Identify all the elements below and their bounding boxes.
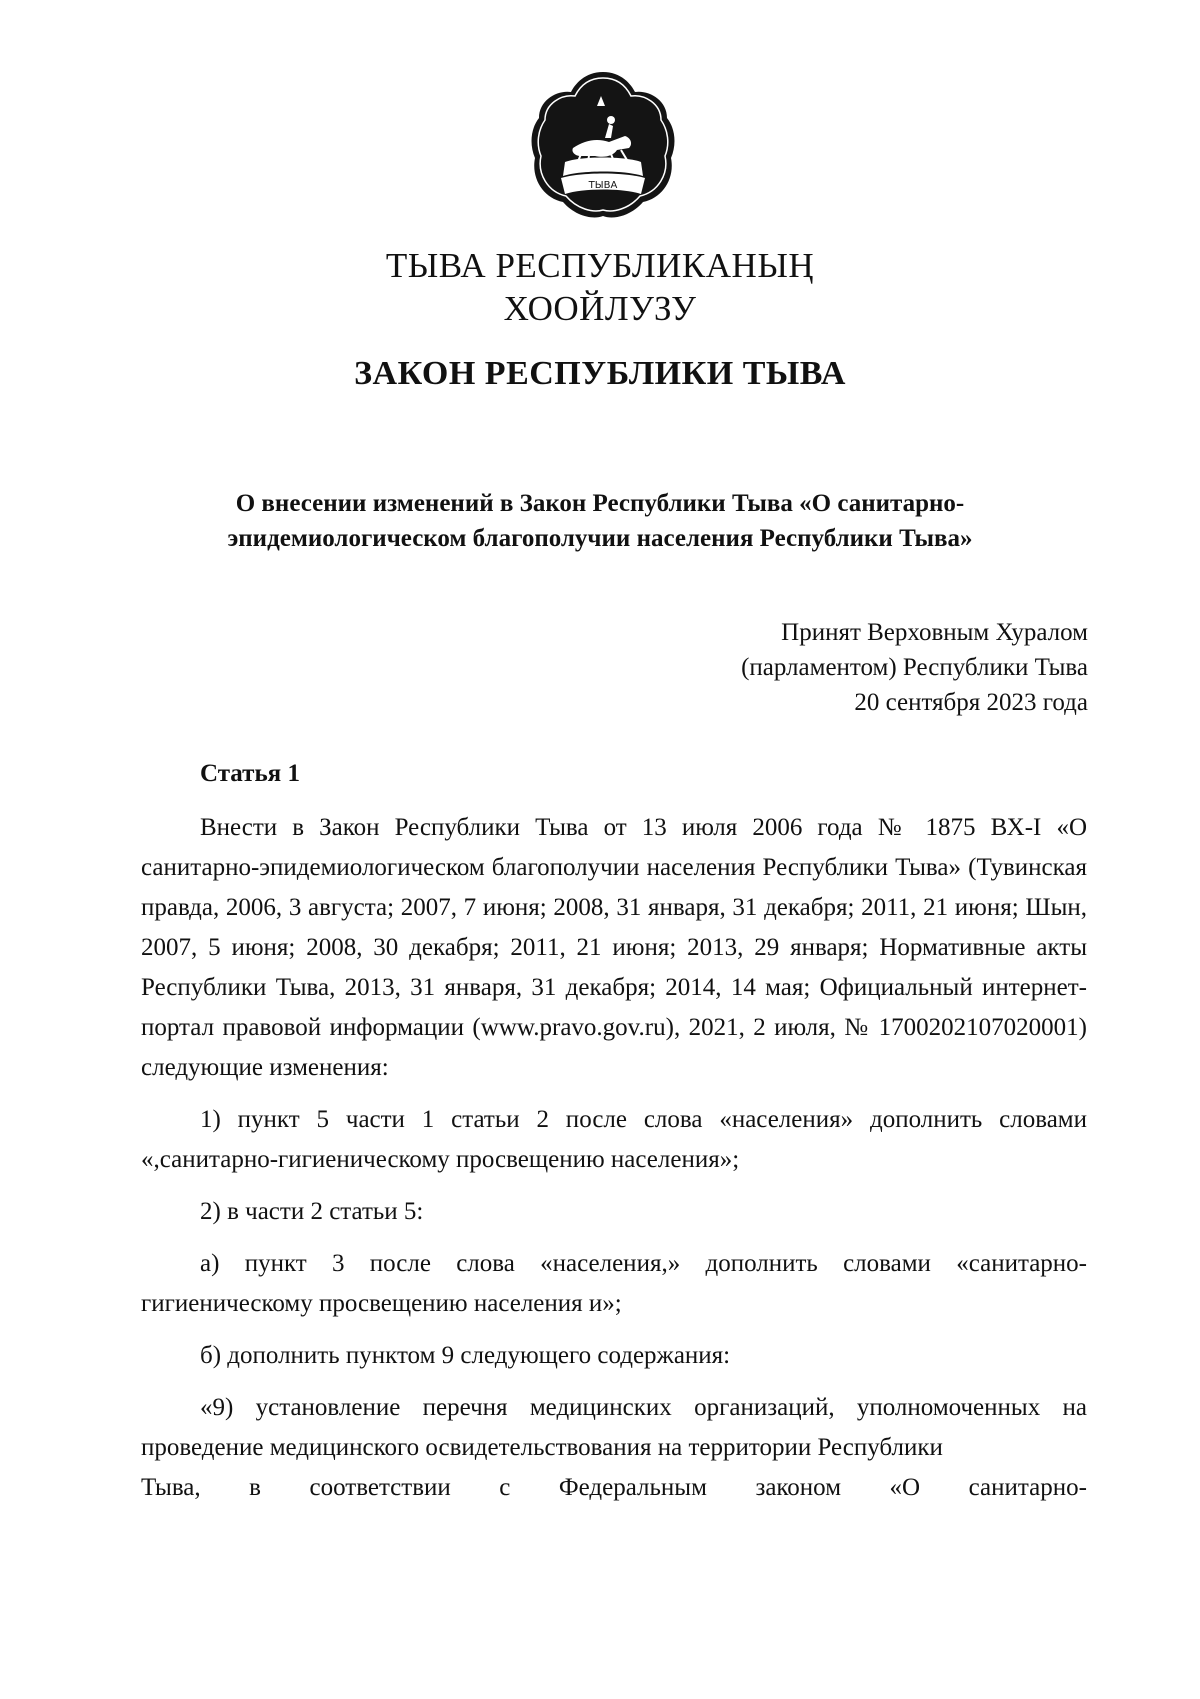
article-paragraph: 2) в части 2 статьи 5:	[200, 1198, 424, 1225]
last-line-word: санитарно-	[968, 1474, 1087, 1501]
last-line-word: с	[499, 1474, 511, 1501]
last-line-word: Тыва,	[141, 1474, 201, 1501]
article-paragraph: а) пункт 3 после слова «населения,» дополнить словами «санитарно-гигиеническому просвещению населения и»;	[141, 1250, 1087, 1317]
article-body	[141, 808, 1087, 1508]
last-line-word: законом	[755, 1474, 842, 1501]
title-tuvan-line1: ТЫВА РЕСПУБЛИКАНЫҢ	[385, 246, 815, 285]
adoption-date: 20 сентября 2023 года	[854, 689, 1088, 716]
adoption-line1: Принят Верховным Хуралом	[781, 619, 1088, 646]
last-line-word: в	[249, 1474, 261, 1501]
law-subject-line2: эпидемиологическом благополучии населения Республики Тыва»	[227, 525, 973, 552]
adoption-line2: (парламентом) Республики Тыва	[741, 654, 1088, 681]
last-line-word: соответствии	[309, 1474, 451, 1501]
article-paragraph: Внести в Закон Республики Тыва от 13 июля 2006 года № 1875 ВХ-I «О санитарно-эпидемиологическом благополучии населения Республики Тыва» (Тувинская правда, 2006, 3 августа; 2007, 7 июня; 2008, 31 января, 31 декабря; 2011, 21 июня; Шын, 2007, 5 июня; 2008, 30 декабря; 2011, 21 июня; 2013, 29 января; Нормативные акты Республики Тыва, 2013, 31 января, 31 декабря; 2014, 14 мая; Официальный интернет-портал правовой информации (www.pravo.gov.ru), 2021, 2 июля, № 1700202107020001) следующие изменения:	[141, 814, 1087, 1081]
article-paragraph: «9) установление перечня медицинских организаций, уполномоченных на проведение медицинского освидетельствования на территории Республики	[141, 1394, 1087, 1461]
title-russian: ЗАКОН РЕСПУБЛИКИ ТЫВА	[354, 355, 846, 392]
last-line-word: Федеральным	[558, 1474, 707, 1501]
last-line-word: «О	[889, 1474, 921, 1501]
article-paragraph: 1) пункт 5 части 1 статьи 2 после слова «населения» дополнить словами «,санитарно-гигиеническому просвещению населения»;	[141, 1106, 1087, 1173]
law-subject	[0, 486, 1200, 556]
article-paragraph: б) дополнить пунктом 9 следующего содержания:	[200, 1342, 731, 1369]
emblem-ribbon-text: ТЫВА	[588, 180, 618, 191]
law-subject-line1: О внесении изменений в Закон Республики Тыва «О санитарно-	[235, 490, 965, 517]
adoption-info	[741, 615, 1088, 720]
tuva-coat-of-arms-icon	[525, 66, 681, 222]
title-tuvan	[0, 244, 1200, 330]
article-heading: Статья 1	[200, 760, 300, 787]
article-paragraph-last-line	[141, 1468, 1087, 1508]
title-tuvan-line2: ХООЙЛУЗУ	[503, 289, 697, 328]
